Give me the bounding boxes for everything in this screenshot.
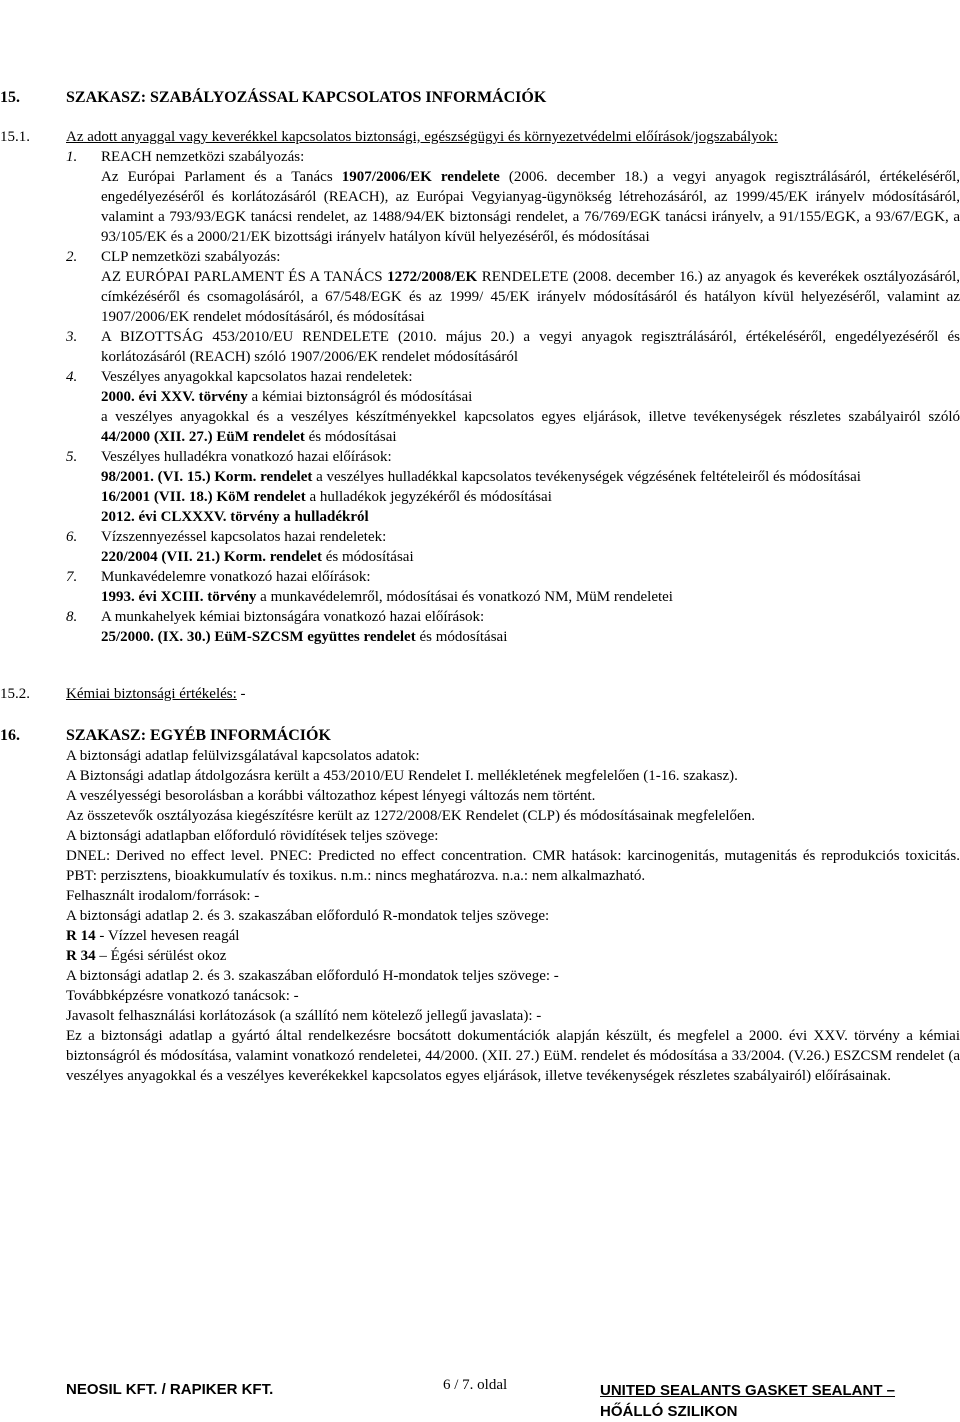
item-line: 220/2004 (VII. 21.) Korm. rendelet és módosításai — [101, 549, 414, 565]
footer-company: NEOSIL KFT. / RAPIKER KFT. — [66, 1381, 274, 1398]
other-information — [66, 746, 960, 1086]
info-line: Az összetevők osztályozása kiegészítésre került az 1272/2008/EK Rendelet (CLP) és módosításainak megfelelően. — [66, 808, 755, 824]
subsection-title: Kémiai biztonsági értékelés: — [66, 686, 237, 702]
r-phrase-14 — [66, 926, 960, 946]
abbreviations-text: DNEL: Derived no effect level. PNEC: Predicted no effect concentration. CMR hatások: karcinogenitás, mutagenitás és reprodukciós toxicitás. PBT: perzisztens, bioakkumulatív és toxikus. n.m.: nincs meghatározva. n.a.: nem alkalmazható. — [66, 848, 960, 884]
item-heading: A munkahelyek kémiai biztonságára vonatkozó hazai előírások: — [101, 609, 485, 625]
subsection-number: 15.2. — [0, 686, 30, 702]
r-phrase-text: - Vízzel hevesen reagál — [95, 928, 240, 944]
item-line: a veszélyes anyagokkal és a veszélyes készítményekkel kapcsolatos egyes eljárások, illetve tevékenységek részletes szabályairól szóló 44/2000 (XII. 27.) EüM rendelet és módosításai — [101, 409, 960, 445]
section-number: 16. — [0, 727, 20, 744]
info-line: A biztonsági adatlap 2. és 3. szakaszában előforduló R-mondatok teljes szövege: — [66, 908, 550, 924]
item-number: 8. — [66, 609, 78, 625]
section-number: 15. — [0, 89, 20, 106]
item-line: 2012. évi CLXXXV. törvény a hulladékról — [101, 509, 369, 525]
info-line: A veszélyességi besorolásban a korábbi változathoz képest lényegi változás nem történt. — [66, 788, 596, 804]
item-number: 6. — [66, 529, 78, 545]
item-number: 5. — [66, 449, 78, 465]
section-title: SZAKASZ: EGYÉB INFORMÁCIÓK — [66, 727, 331, 744]
item-text: AZ EURÓPAI PARLAMENT ÉS A TANÁCS 1272/2008/EK RENDELETE (2008. december 16.) az anyagok és keverékek osztályozásáról, címkézéséről és csomagolásáról, a 67/548/EGK és az 1999/ 45/EK irányelv módosításáról és hatályon kívül helyezéséről, valamint az 1907/2006/EK rendelet módosításáról, és módosításai — [101, 269, 960, 325]
regulation-item-5 — [66, 447, 960, 527]
info-line: Felhasznált irodalom/források: - — [66, 888, 260, 904]
info-line: A biztonsági adatlap 2. és 3. szakaszában előforduló H-mondatok teljes szövege: - — [66, 968, 559, 984]
created-date: Elkészítés időpontja: 2009. január 15. — [0, 1, 242, 18]
item-line: 16/2001 (VII. 18.) KöM rendelet a hulladékok jegyzékéről és módosításai — [101, 489, 552, 505]
item-heading: Munkavédelemre vonatkozó hazai előírások: — [101, 569, 371, 585]
regulations-list — [66, 147, 960, 647]
item-number: 3. — [66, 329, 78, 345]
info-line: Továbbképzésre vonatkozó tanácsok: - — [66, 988, 299, 1004]
regulation-item-8 — [66, 607, 960, 647]
item-number: 2. — [66, 249, 78, 265]
item-text: Az Európai Parlament és a Tanács 1907/2006/EK rendelete (2006. december 18.) a vegyi anyagok regisztrálásáról, értékeléséről, engedélyezéséről és korlátozásáról (REACH), az Európai Vegyianyag-ügynökség létrehozásáról, az 1999/45/EK irányelv módosításáról, valamint a 793/93/EGK tanácsi rendelet, az 1488/94/EK biztonsági rendelet, a 76/769/EGK tanácsi irányelv, a 91/155/EGK, a 93/67/EGK, a 93/105/EK és a 2000/21/EK bizottsági irányelv hatályon kívül helyezéséről, és módosításai — [101, 169, 960, 245]
subsection-number: 15.1. — [0, 129, 30, 145]
revised-date: Felülvizsgálat időpontja: 2013. február 26. — [0, 20, 273, 37]
r-phrase-text: – Égési sérülést okoz — [95, 948, 227, 964]
item-line: 25/2000. (IX. 30.) EüM-SZCSM együttes rendelet és módosításai — [101, 629, 508, 645]
item-number: 7. — [66, 569, 78, 585]
info-line: A biztonsági adatlap felülvizsgálatával kapcsolatos adatok: — [66, 748, 420, 764]
item-line: 1993. évi XCIII. törvény a munkavédelemről, módosításai és vonatkozó NM, MüM rendeletei — [101, 589, 673, 605]
header-url[interactable]: http://www.biztonsagiadatlap.hu — [746, 20, 954, 37]
product-name-line2: HŐÁLLÓ SZILIKON — [600, 1403, 738, 1420]
product-name-line1: UNITED SEALANTS GASKET SEALANT – — [600, 1382, 896, 1399]
subsection-value: - — [236, 686, 246, 702]
section-title: SZAKASZ: SZABÁLYOZÁSSAL KAPCSOLATOS INFORMÁCIÓK — [66, 89, 547, 106]
r-phrase-code: R 34 — [66, 948, 96, 964]
regulation-item-6 — [66, 527, 960, 567]
item-heading: Veszélyes anyagokkal kapcsolatos hazai rendeletek: — [101, 369, 413, 385]
regulation-item-4 — [66, 367, 960, 447]
footer-product — [600, 1380, 940, 1422]
regulation-item-1 — [66, 147, 960, 247]
item-heading: Veszélyes hulladékra vonatkozó hazai előírások: — [101, 449, 392, 465]
item-line: 98/2001. (VI. 15.) Korm. rendelet a veszélyes hulladékkal kapcsolatos tevékenységek végzésének feltételeiről és módosításai — [101, 469, 861, 485]
item-heading: CLP nemzetközi szabályozás: — [101, 249, 281, 265]
item-heading: Vízszennyezéssel kapcsolatos hazai rendeletek: — [101, 529, 387, 545]
info-line: Javasolt felhasználási korlátozások (a szállító nem kötelező jellegű javaslata): - — [66, 1008, 542, 1024]
item-text: A BIZOTTSÁG 453/2010/EU RENDELETE (2010. május 20.) a vegyi anyagok regisztrálásáról, értékeléséről, engedélyezéséről és korlátozásáról (REACH) szóló 1907/2006/EK rendelet módosításáról — [101, 329, 960, 365]
subsection-title: Az adott anyaggal vagy keverékkel kapcsolatos biztonsági, egészségügyi és környezetvédelmi előírások/jogszabályok: — [66, 129, 778, 145]
info-line: A biztonsági adatlapban előforduló rövidítések teljes szövege: — [66, 828, 439, 844]
version-number: Verziószám: 2 — [0, 39, 92, 56]
regulation-item-3 — [66, 327, 960, 367]
item-number: 4. — [66, 369, 78, 385]
page-header — [0, 0, 960, 58]
r-phrase-code: R 14 — [66, 928, 96, 944]
item-line: 2000. évi XXV. törvény a kémiai biztonságról és módosításai — [101, 389, 473, 405]
item-heading: REACH nemzetközi szabályozás: — [101, 149, 305, 165]
compliance-statement: Ez a biztonsági adatlap a gyártó által rendelkezésre bocsátott dokumentációk alapján készült, és megfelel a 2000. évi XXV. törvény a kémiai biztonságról és módosítása, valamint vonatkozó rendeletei, 44/2000. (XII. 27.) EüM. rendelet és módosítása a 33/2004. (V.26.) ESZCSM rendelet (a veszélyes anyagokkal és a veszélyes keverékekkel kapcsolatos egyes eljárások, illetve tevékenységek részletes szabályairól) előírásainak. — [66, 1028, 960, 1084]
page-number: 6 / 7. oldal — [443, 1377, 508, 1393]
header-meta — [0, 0, 273, 57]
regulation-item-7 — [66, 567, 960, 607]
item-number: 1. — [66, 149, 78, 165]
info-line: A Biztonsági adatlap átdolgozásra került a 453/2010/EU Rendelet I. mellékletének megfelelően (1-16. szakasz). — [66, 768, 738, 784]
r-phrase-34 — [66, 946, 960, 966]
regulation-item-2 — [66, 247, 960, 327]
